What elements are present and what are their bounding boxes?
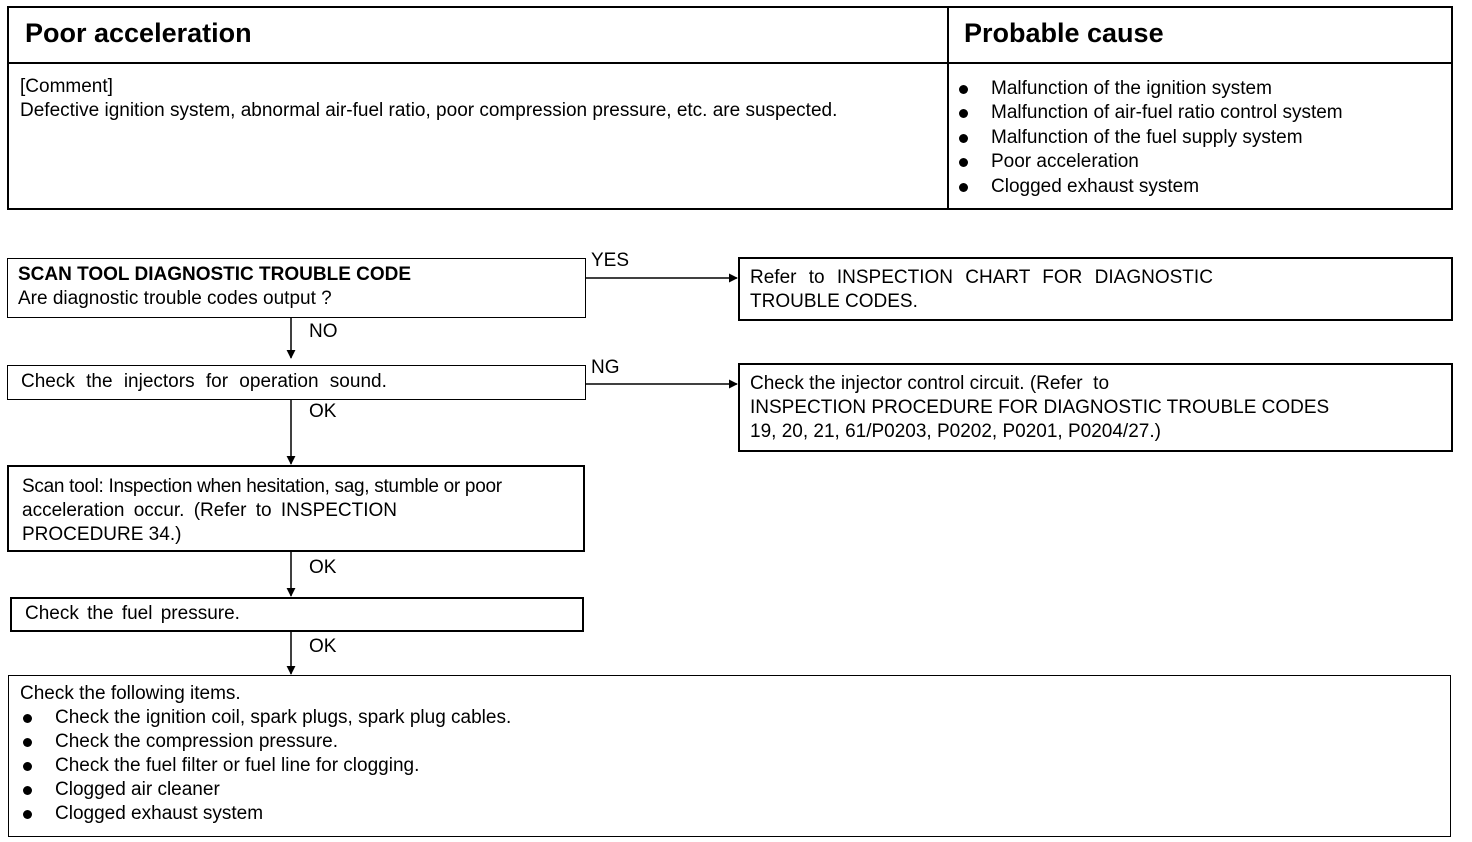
ok-label-3: OK	[309, 636, 337, 657]
check-item: Clogged exhaust system	[20, 802, 511, 826]
cause-item: Malfunction of air-fuel ratio control system	[956, 101, 1343, 125]
check-items-list	[20, 706, 511, 826]
step-scan-tool-dtc	[7, 258, 586, 318]
no-label: NO	[309, 321, 338, 342]
cause-item: Malfunction of the fuel supply system	[956, 126, 1343, 150]
step-scan-tool-dtc-question: Are diagnostic trouble codes output ?	[18, 288, 332, 309]
step-injector-control-circuit	[738, 363, 1453, 452]
step-check-injectors-text: Check the injectors for operation sound.	[21, 371, 387, 392]
step-scan-tool-hesitation-line-2: acceleration occur. (Refer to INSPECTION	[22, 500, 398, 521]
step-scan-tool-hesitation-line-3: PROCEDURE 34.)	[22, 524, 182, 545]
ng-label: NG	[591, 357, 620, 378]
comment-text: Defective ignition system, abnormal air-fuel ratio, poor compression pressure, etc. are suspected.	[20, 100, 838, 121]
step-scan-tool-hesitation	[7, 465, 585, 552]
check-item: Check the compression pressure.	[20, 730, 511, 754]
yes-label: YES	[591, 250, 630, 271]
page-title: Poor acceleration	[25, 18, 252, 48]
step-scan-tool-dtc-title: SCAN TOOL DIAGNOSTIC TROUBLE CODE	[18, 264, 412, 285]
cause-item: Malfunction of the ignition system	[956, 77, 1343, 101]
refer-dtc-line-1: Refer to INSPECTION CHART FOR DIAGNOSTIC	[750, 267, 1213, 288]
step-check-following-items	[8, 675, 1451, 837]
refer-dtc-line-2: TROUBLE CODES.	[750, 291, 918, 312]
check-item: Check the ignition coil, spark plugs, spark plug cables.	[20, 706, 511, 730]
check-items-intro: Check the following items.	[20, 683, 241, 704]
comment-label: [Comment]	[20, 76, 113, 97]
check-item: Clogged air cleaner	[20, 778, 511, 802]
step-check-injectors	[7, 365, 586, 400]
step-refer-dtc-chart	[738, 257, 1453, 321]
check-item: Check the fuel filter or fuel line for clogging.	[20, 754, 511, 778]
injector-circuit-line-1: Check the injector control circuit. (Refer to	[750, 373, 1110, 394]
probable-cause-title: Probable cause	[964, 18, 1164, 48]
injector-circuit-line-2: INSPECTION PROCEDURE FOR DIAGNOSTIC TROUBLE CODES	[750, 397, 1330, 418]
cause-item: Clogged exhaust system	[956, 175, 1343, 199]
ok-label-2: OK	[309, 557, 337, 578]
step-check-fuel-pressure	[10, 597, 584, 632]
injector-circuit-line-3: 19, 20, 21, 61/P0203, P0202, P0201, P0204/27.)	[750, 421, 1161, 442]
ok-label-1: OK	[309, 401, 337, 422]
step-scan-tool-hesitation-line-1: Scan tool: Inspection when hesitation, sag, stumble or poor	[22, 476, 502, 497]
cause-item: Poor acceleration	[956, 150, 1343, 174]
step-check-fuel-pressure-text: Check the fuel pressure.	[25, 603, 240, 624]
